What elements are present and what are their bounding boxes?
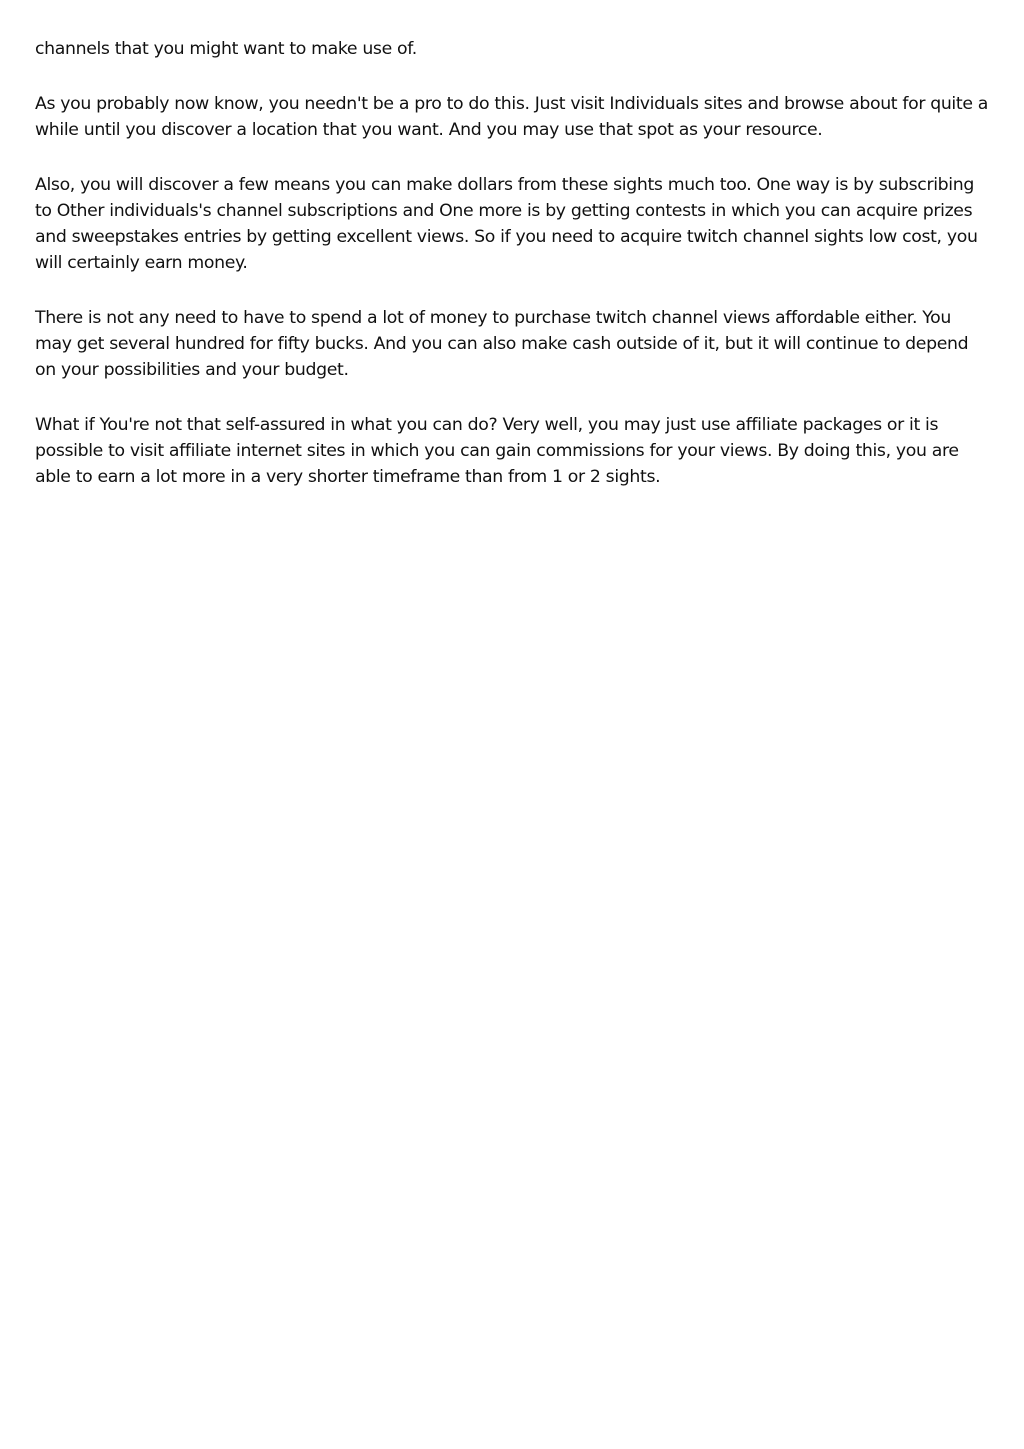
paragraph-5: What if You're not that self-assured in what you can do? Very well, you may just use affiliate packages or it is possible to visit affiliate internet sites in which you can gain commissions for your views. By doing this, you are able to earn a lot more in a very shorter timeframe than from 1 or 2 sights. <box>35 415 959 487</box>
document-body <box>35 36 990 519</box>
paragraph-4: There is not any need to have to spend a lot of money to purchase twitch channel views affordable either. You may get several hundred for fifty bucks. And you can also make cash outside of it, but it will continue to depend on your possibilities and your budget. <box>35 308 969 380</box>
paragraph-1: channels that you might want to make use of. <box>35 39 417 59</box>
paragraph-3: Also, you will discover a few means you can make dollars from these sights much too. One way is by subscribing to Other individuals's channel subscriptions and One more is by getting contests in which you can acquire prizes and sweepstakes entries by getting excellent views. So if you need to acquire twitch channel sights low cost, you will certainly earn money. <box>35 175 978 273</box>
paragraph-2: As you probably now know, you needn't be a pro to do this. Just visit Individuals sites and browse about for quite a while until you discover a location that you want. And you may use that spot as your resource. <box>35 94 988 140</box>
